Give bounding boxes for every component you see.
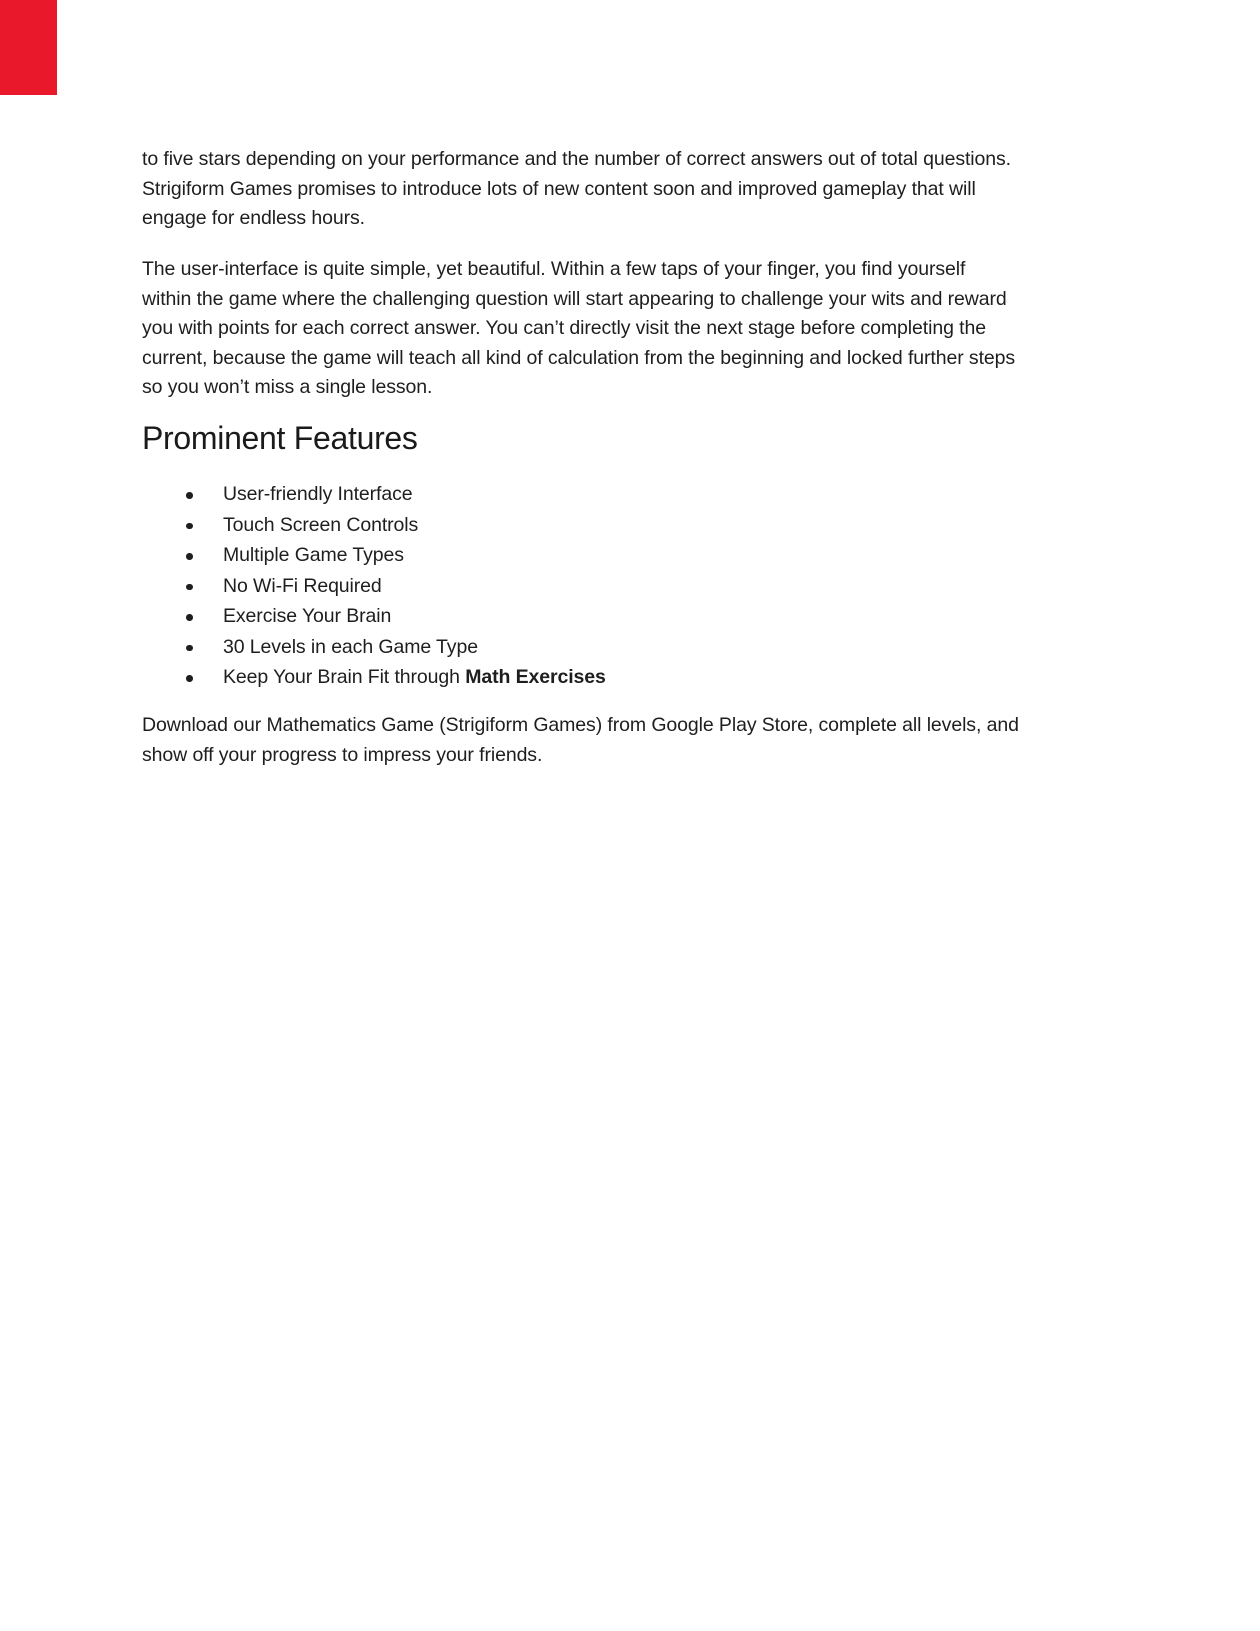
list-item-text: Touch Screen Controls [223,513,419,536]
list-item-multiple-game-types [142,540,606,571]
paragraph-line: Download our Mathematics Game (Strigiform Games) from Google Play Store, complete all levels, and [142,714,1019,736]
list-item-text: 30 Levels in each Game Type [223,635,478,658]
list-item-text: No Wi-Fi Required [223,574,382,597]
paragraph-download-cta [142,711,1019,770]
paragraph-line: engage for endless hours. [142,207,365,229]
list-item-exercise-your-brain [142,601,606,632]
heading-prominent-features: Prominent Features [142,420,418,456]
bullet-icon [186,614,193,621]
bullet-icon [186,675,193,682]
list-item-text: User-friendly Interface [223,483,413,505]
paragraph-line: to five stars depending on your performance and the number of correct answers out of total questions. [142,148,1011,170]
paragraph-line: you with points for each correct answer. You can’t directly visit the next stage before completing the [142,317,986,339]
list-item-text: Multiple Game Types [223,544,404,566]
paragraph-line: so you won’t miss a single lesson. [142,376,433,398]
red-banner-fragment [0,0,57,95]
paragraph-line: current, because the game will teach all kind of calculation from the beginning and locked further steps [142,346,1016,369]
paragraph-user-interface [142,255,1015,403]
list-item-user-friendly-interface [142,479,606,510]
list-item-bold-text: Math Exercises [465,666,606,688]
bullet-icon [186,523,193,530]
list-item-30-levels [142,632,606,663]
list-item-text: Keep Your Brain Fit through [223,666,466,688]
bullet-icon [186,645,193,652]
bullet-icon [186,553,193,560]
paragraph-line: show off your progress to impress your friends. [142,743,543,766]
paragraph-line: The user-interface is quite simple, yet beautiful. Within a few taps of your finger, you find yourself [142,258,966,280]
paragraph-rating-intro [142,145,1011,234]
paragraph-line: Strigiform Games promises to introduce lots of new content soon and improved gameplay that will [142,177,976,200]
paragraph-line: within the game where the challenging question will start appearing to challenge your wits and reward [142,287,1007,310]
features-list [142,479,606,693]
bullet-icon [186,584,193,591]
list-item-no-wifi-required [142,571,606,602]
list-item-text: Exercise Your Brain [223,605,392,627]
bullet-icon [186,492,193,499]
list-item-keep-brain-fit [142,662,606,693]
list-item-touch-screen-controls [142,510,606,541]
